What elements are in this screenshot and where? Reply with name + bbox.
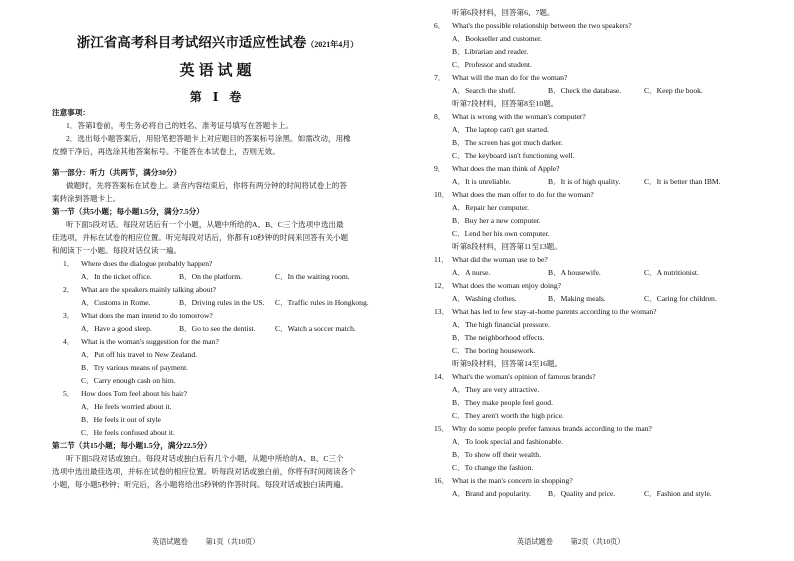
option-b: B．Buy her a new computer. xyxy=(452,216,541,225)
option-b: B．Quality and price. xyxy=(548,489,616,498)
options-7 xyxy=(423,84,780,97)
question-1: 1． Where does the dialogue probably happen? xyxy=(63,259,213,268)
question-10: 10． What does the man offer to do for the woman? xyxy=(434,190,594,199)
option-c: C．Carry enough cash on him. xyxy=(81,376,176,385)
options-16 xyxy=(423,487,780,500)
options-3 xyxy=(52,322,383,335)
option-a: A．He feels worried about it. xyxy=(81,402,172,411)
question-7: 7． What will the man do for the woman? xyxy=(434,73,568,82)
option-a: A．Have a good sleep. xyxy=(81,324,152,333)
option-a: A．Customs in Rome. xyxy=(81,298,151,307)
option-a: A．Bookseller and customer. xyxy=(452,34,543,43)
note-line: 皮擦干净后，再选涂其他答案标号。不能答在本试卷上，否则无效。 xyxy=(52,147,280,156)
option-c: C．He feels confused about it. xyxy=(81,428,175,437)
option-b: B．He feels it out of style xyxy=(81,415,161,424)
option-a: A．Brand and popularity. xyxy=(452,489,532,498)
exam-title: 浙江省高考科目考试绍兴市适应性试卷（2021年4月） xyxy=(76,35,359,50)
question-14: 14． What's the woman's opinion of famous brands? xyxy=(434,372,596,381)
option-c: C．A nutritionist. xyxy=(644,268,699,277)
options-12 xyxy=(423,292,780,305)
option-b: B．Driving rules in the US. xyxy=(179,298,265,307)
footer-subject: 英语试题卷 xyxy=(517,538,553,546)
option-a: A．The laptop can't get started. xyxy=(452,125,549,134)
question-13: 13． What has led to few stay-at-home parents according to the woman? xyxy=(434,307,657,316)
question-15: 15． Why do some people prefer famous brands according to the man? xyxy=(434,424,652,433)
volume-title: 第 Ⅰ 卷 xyxy=(189,90,246,104)
options-9 xyxy=(423,175,780,188)
option-c: C．Watch a soccer match. xyxy=(275,324,356,333)
option-b: B．Go to see the dentist. xyxy=(179,324,256,333)
option-b: B．Try various means of payment. xyxy=(81,363,189,372)
footer-page: 第1页（共10页） xyxy=(205,538,260,546)
option-b: B．The screen has got much darker. xyxy=(452,138,563,147)
question-8: 8． What is wrong with the woman's computer? xyxy=(434,112,586,121)
footer-subject: 英语试题卷 xyxy=(152,538,188,546)
listening-note: 听第9段材料，回答第14至16题。 xyxy=(452,359,563,368)
question-16: 16． What is the man's concern in shopping? xyxy=(434,476,573,485)
option-c: C．Professor and student. xyxy=(452,60,532,69)
option-b: B．The neighborhood effects. xyxy=(452,333,545,342)
footer-right xyxy=(517,537,624,547)
question-5: 5． How does Tom feel about his hair? xyxy=(63,389,188,398)
option-c: C．It is better than IBM. xyxy=(644,177,721,186)
option-a: A．It is unreliable. xyxy=(452,177,511,186)
part1-intro-line: 案转涂到答题卡上。 xyxy=(52,194,121,203)
footer-page: 第2页（共10页） xyxy=(570,538,625,546)
option-c: C．They aren't worth the high price. xyxy=(452,411,564,420)
question-12: 12． What does the woman enjoy doing? xyxy=(434,281,562,290)
option-b: B．Making meals. xyxy=(548,294,606,303)
option-c: C．Fashion and style. xyxy=(644,489,712,498)
option-b: B．A housewife. xyxy=(548,268,601,277)
options-1 xyxy=(52,270,383,283)
option-b: B．It is of high quality. xyxy=(548,177,621,186)
option-c: C．Keep the book. xyxy=(644,86,703,95)
option-b: B．To show off their wealth. xyxy=(452,450,541,459)
options-2 xyxy=(52,296,383,309)
question-2: 2． What are the speakers mainly talking about? xyxy=(63,285,216,294)
section1-intro-line: 听下面5段对话。每段对话后有一个小题，从题中所给的A、B、C三个选项中选出最 xyxy=(66,220,344,229)
option-a: A．Search the shelf. xyxy=(452,86,516,95)
section1-heading: 第一节（共5小题；每小题1.5分，满分7.5分） xyxy=(52,207,204,216)
question-9: 9． What does the man think of Apple? xyxy=(434,164,560,173)
note-line: 2．选出每小题答案后，用铅笔把答题卡上对应题目的答案标号涂黑。如需改动，用橡 xyxy=(66,134,351,143)
option-b: B．Librarian and reader. xyxy=(452,47,529,56)
section1-intro-line: 和阅读下一小题。每段对话仅读一遍。 xyxy=(52,246,182,255)
option-b: B．Check the database. xyxy=(548,86,622,95)
option-c: C．Caring for children. xyxy=(644,294,717,303)
footer-left xyxy=(152,537,259,547)
option-b: B．On the platform. xyxy=(179,272,243,281)
section2-intro-line: 小题，每小题5秒钟；听完后，各小题将给出5秒钟的作答时间。每段对话或独白读两遍。 xyxy=(52,480,349,489)
part1-heading: 第一部分：听力（共两节，满分30分） xyxy=(52,168,182,177)
section2-heading: 第二节（共15小题；每小题1.5分，满分22.5分） xyxy=(52,441,212,450)
options-11 xyxy=(423,266,780,279)
question-4: 4． What is the woman's suggestion for the man? xyxy=(63,337,219,346)
option-c: C．Lend her his own computer. xyxy=(452,229,550,238)
listening-note: 听第8段材料，回答第11至13题。 xyxy=(452,242,562,251)
listening-note: 听第7段材料，回答第8至10题。 xyxy=(452,99,559,108)
part1-intro-line: 做题时，先将答案标在试卷上。录音内容结束后，你将有两分钟的时间将试卷上的答 xyxy=(66,181,347,190)
section2-intro-line: 选项中选出最佳选项，并标在试卷的相应位置。听每段对话或独白前，你将有时间阅读各个 xyxy=(52,467,356,476)
option-a: A．To look special and fashionable. xyxy=(452,437,564,446)
question-3: 3． What does the man intend to do tomorrow? xyxy=(63,311,213,320)
notes-heading: 注意事项： xyxy=(52,108,90,117)
section1-intro-line: 佳选项，并标在试卷的相应位置。听完每段对话后，你都有10秒钟的时间来回答有关小题 xyxy=(52,233,349,242)
option-a: A．Washing clothes. xyxy=(452,294,517,303)
subject-title: 英语试题 xyxy=(179,63,256,79)
note-line: 1．答第Ⅰ卷前，考生务必将自己的姓名、准考证号填写在答题卡上。 xyxy=(66,121,294,130)
option-c: C．The boring housework. xyxy=(452,346,536,355)
option-a: A．In the ticket office. xyxy=(81,272,152,281)
option-c: C．Traffic rules in Hongkong. xyxy=(275,298,369,307)
question-11: 11． What did the woman use to be? xyxy=(434,255,548,264)
option-c: C．The keyboard isn't functioning well. xyxy=(452,151,575,160)
option-a: A．Repair her computer. xyxy=(452,203,529,212)
question-6: 6． What's the possible relationship between the two speakers? xyxy=(434,21,632,30)
page-right xyxy=(397,0,794,561)
option-b: B．They make people feel good. xyxy=(452,398,554,407)
option-a: A．The high financial pressure. xyxy=(452,320,550,329)
option-a: A．Put off his travel to New Zealand. xyxy=(81,350,198,359)
option-a: A．A nurse. xyxy=(452,268,491,277)
option-a: A．They are very attractive. xyxy=(452,385,540,394)
section2-intro-line: 听下面5段对话或独白。每段对话或独白后有几个小题，从题中所给的A、B、C三个 xyxy=(66,454,344,463)
option-c: C．To change the fashion. xyxy=(452,463,534,472)
listening-note: 听第6段材料，回答第6、7题。 xyxy=(452,8,555,17)
option-c: C．In the waiting room. xyxy=(275,272,350,281)
